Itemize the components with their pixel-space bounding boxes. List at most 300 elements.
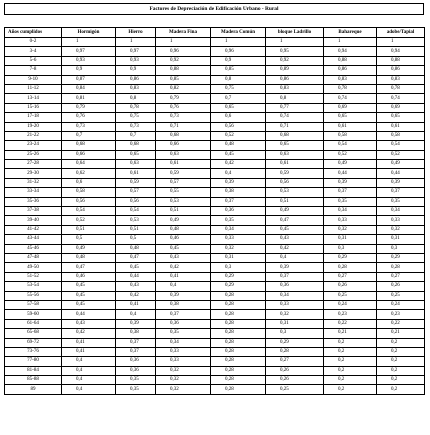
- factor-cell: 0,71: [156, 122, 211, 131]
- factor-cell: 0,41: [116, 300, 156, 309]
- factor-cell: 0,66: [62, 150, 116, 159]
- factor-cell: 0,38: [211, 188, 266, 197]
- column-header: Años cumplidos: [5, 28, 62, 38]
- factor-cell: 0,28: [211, 300, 266, 309]
- column-header: Hormigón: [62, 28, 116, 38]
- factor-cell: 0,44: [62, 310, 116, 319]
- factor-cell: 0,54: [116, 207, 156, 216]
- table-row: [5, 131, 425, 140]
- factor-cell: 0,8: [266, 94, 324, 103]
- factor-cell: 0,34: [377, 207, 425, 216]
- column-header: Madera Común: [211, 28, 266, 38]
- factor-cell: 0,3: [377, 244, 425, 253]
- factor-cell: 0,86: [116, 75, 156, 84]
- age-range-cell: 89: [5, 385, 62, 394]
- factor-cell: 0,81: [62, 94, 116, 103]
- factor-cell: 0,79: [156, 94, 211, 103]
- factor-cell: 0,44: [324, 169, 377, 178]
- age-range-cell: 85-88: [5, 376, 62, 385]
- factor-cell: 0,63: [156, 150, 211, 159]
- factor-cell: 0,6: [211, 113, 266, 122]
- factor-cell: 0,48: [156, 225, 211, 234]
- factor-cell: 0,21: [377, 329, 425, 338]
- factor-cell: 0,36: [156, 319, 211, 328]
- table-row: [5, 197, 425, 206]
- factor-cell: 0,9: [211, 56, 266, 65]
- table-body: [5, 38, 425, 395]
- age-range-cell: 5-6: [5, 56, 62, 65]
- factor-cell: 0,9: [116, 66, 156, 75]
- age-range-cell: 13-14: [5, 94, 62, 103]
- factor-cell: 0,2: [324, 376, 377, 385]
- table-row: [5, 225, 425, 234]
- factor-cell: 0,4: [62, 366, 116, 375]
- age-range-cell: 51-52: [5, 272, 62, 281]
- factor-cell: 0,7: [116, 131, 156, 140]
- factor-cell: 0,74: [377, 94, 425, 103]
- factor-cell: 0,25: [266, 385, 324, 394]
- factor-cell: 0,43: [156, 253, 211, 262]
- age-range-cell: 61-64: [5, 319, 62, 328]
- factor-cell: 0,65: [377, 113, 425, 122]
- factor-cell: 0,57: [116, 188, 156, 197]
- age-range-cell: 45-46: [5, 244, 62, 253]
- factor-cell: 0,28: [211, 291, 266, 300]
- depreciation-table: [4, 27, 425, 395]
- age-range-cell: 25-26: [5, 150, 62, 159]
- factor-cell: 0,44: [377, 169, 425, 178]
- age-range-cell: 55-56: [5, 291, 62, 300]
- age-range-cell: 15-16: [5, 103, 62, 112]
- factor-cell: 0,58: [324, 131, 377, 140]
- factor-cell: 0,46: [62, 272, 116, 281]
- factor-cell: 0,61: [324, 122, 377, 131]
- factor-cell: 0,47: [62, 263, 116, 272]
- factor-cell: 0,2: [324, 357, 377, 366]
- column-header: Bahareque: [324, 28, 377, 38]
- factor-cell: 0,45: [62, 282, 116, 291]
- table-row: [5, 272, 425, 281]
- factor-cell: 0,9: [62, 66, 116, 75]
- factor-cell: 0,4: [211, 169, 266, 178]
- factor-cell: 0,34: [266, 291, 324, 300]
- factor-cell: 0,33: [377, 216, 425, 225]
- factor-cell: 0,78: [116, 103, 156, 112]
- factor-cell: 1: [211, 38, 266, 47]
- factor-cell: 0,26: [324, 282, 377, 291]
- factor-cell: 0,35: [211, 216, 266, 225]
- factor-cell: 0,54: [324, 141, 377, 150]
- age-range-cell: 65-68: [5, 329, 62, 338]
- age-range-cell: 39-40: [5, 216, 62, 225]
- factor-cell: 0,32: [377, 225, 425, 234]
- factor-cell: 0,54: [62, 207, 116, 216]
- factor-cell: 0,3: [324, 244, 377, 253]
- factor-cell: 0,52: [211, 131, 266, 140]
- factor-cell: 0,37: [324, 188, 377, 197]
- factor-cell: 0,56: [62, 197, 116, 206]
- factor-cell: 0,39: [116, 319, 156, 328]
- factor-cell: 0,32: [156, 376, 211, 385]
- table-row: [5, 244, 425, 253]
- factor-cell: 0,31: [266, 319, 324, 328]
- column-header: adobe/Tapial: [377, 28, 425, 38]
- factor-cell: 0,71: [266, 122, 324, 131]
- factor-cell: 0,33: [266, 300, 324, 309]
- age-range-cell: 49-50: [5, 263, 62, 272]
- factor-cell: 0,2: [324, 366, 377, 375]
- factor-cell: 0,2: [324, 385, 377, 394]
- factor-cell: 0,85: [156, 75, 211, 84]
- factor-cell: 0,2: [377, 385, 425, 394]
- factor-cell: 0,47: [266, 216, 324, 225]
- factor-cell: 0,31: [377, 235, 425, 244]
- factor-cell: 0,4: [116, 310, 156, 319]
- factor-cell: 0,69: [377, 103, 425, 112]
- factor-cell: 0,43: [266, 235, 324, 244]
- factor-cell: 0,57: [156, 178, 211, 187]
- factor-cell: 0,43: [116, 282, 156, 291]
- factor-cell: 0,36: [116, 366, 156, 375]
- factor-cell: 0,5: [116, 235, 156, 244]
- factor-cell: 0,77: [266, 103, 324, 112]
- factor-cell: 0,36: [211, 207, 266, 216]
- factor-cell: 0,39: [266, 263, 324, 272]
- factor-cell: 0,32: [156, 366, 211, 375]
- factor-cell: 0,28: [211, 376, 266, 385]
- factor-cell: 0,24: [377, 300, 425, 309]
- factor-cell: 0,73: [62, 122, 116, 131]
- factor-cell: 0,37: [116, 338, 156, 347]
- factor-cell: 0,29: [211, 282, 266, 291]
- factor-cell: 0,29: [324, 253, 377, 262]
- factor-cell: 0,28: [324, 263, 377, 272]
- factor-cell: 1: [156, 38, 211, 47]
- factor-cell: 0,45: [211, 150, 266, 159]
- table-row: [5, 113, 425, 122]
- factor-cell: 0,7: [62, 131, 116, 140]
- factor-cell: 0,52: [324, 150, 377, 159]
- factor-cell: 0,88: [377, 56, 425, 65]
- factor-cell: 0,28: [211, 347, 266, 356]
- factor-cell: 0,33: [156, 357, 211, 366]
- table-row: [5, 291, 425, 300]
- factor-cell: 0,42: [116, 291, 156, 300]
- factor-cell: 0,45: [62, 291, 116, 300]
- factor-cell: 0,75: [116, 113, 156, 122]
- factor-cell: 0,94: [377, 47, 425, 56]
- age-range-cell: 0-2: [5, 38, 62, 47]
- age-range-cell: 31-32: [5, 178, 62, 187]
- factor-cell: 0,37: [211, 197, 266, 206]
- factor-cell: 0,41: [156, 272, 211, 281]
- factor-cell: 0,88: [324, 56, 377, 65]
- factor-cell: 0,35: [116, 376, 156, 385]
- age-range-cell: 11-12: [5, 84, 62, 93]
- factor-cell: 0,2: [377, 357, 425, 366]
- factor-cell: 0,69: [324, 103, 377, 112]
- factor-cell: 0,93: [116, 56, 156, 65]
- factor-cell: 0,34: [211, 225, 266, 234]
- age-range-cell: 43-44: [5, 235, 62, 244]
- age-range-cell: 3-4: [5, 47, 62, 56]
- factor-cell: 0,28: [377, 263, 425, 272]
- factor-cell: 0,29: [266, 338, 324, 347]
- factor-cell: 0,8: [211, 75, 266, 84]
- factor-cell: 0,75: [211, 84, 266, 93]
- factor-cell: 0,33: [211, 235, 266, 244]
- factor-cell: 0,66: [156, 141, 211, 150]
- factor-cell: 0,97: [116, 47, 156, 56]
- factor-cell: 1: [116, 38, 156, 47]
- factor-cell: 0,56: [116, 197, 156, 206]
- factor-cell: 0,41: [62, 338, 116, 347]
- table-row: [5, 253, 425, 262]
- factor-cell: 0,25: [377, 291, 425, 300]
- factor-cell: 0,4: [62, 376, 116, 385]
- factor-cell: 0,78: [377, 84, 425, 93]
- age-range-cell: 69-72: [5, 338, 62, 347]
- factor-cell: 0,78: [324, 84, 377, 93]
- age-range-cell: 37-38: [5, 207, 62, 216]
- table-row: [5, 338, 425, 347]
- factor-cell: 0,2: [377, 338, 425, 347]
- factor-cell: 0,47: [116, 253, 156, 262]
- factor-cell: 0,45: [62, 300, 116, 309]
- table-row: [5, 319, 425, 328]
- factor-cell: 0,92: [266, 56, 324, 65]
- factor-cell: 0,64: [62, 160, 116, 169]
- factor-cell: 0,42: [62, 329, 116, 338]
- factor-cell: 0,53: [266, 188, 324, 197]
- factor-cell: 0,6: [62, 178, 116, 187]
- factor-cell: 0,59: [266, 169, 324, 178]
- table-row: [5, 310, 425, 319]
- factor-cell: 0,59: [116, 178, 156, 187]
- factor-cell: 0,74: [266, 113, 324, 122]
- factor-cell: 0,39: [377, 178, 425, 187]
- factor-cell: 0,21: [324, 329, 377, 338]
- factor-cell: 0,51: [62, 225, 116, 234]
- table-row: [5, 366, 425, 375]
- factor-cell: 0,42: [211, 160, 266, 169]
- age-range-cell: 9-10: [5, 75, 62, 84]
- factor-cell: 0,27: [266, 357, 324, 366]
- factor-cell: 0,52: [62, 216, 116, 225]
- age-range-cell: 21-22: [5, 131, 62, 140]
- table-row: [5, 94, 425, 103]
- factor-cell: 0,61: [116, 169, 156, 178]
- factor-cell: 0,2: [324, 347, 377, 356]
- table-row: [5, 347, 425, 356]
- factor-cell: 0,49: [324, 160, 377, 169]
- factor-cell: 0,51: [116, 225, 156, 234]
- factor-cell: 0,28: [211, 319, 266, 328]
- factor-cell: 0,49: [62, 244, 116, 253]
- factor-cell: 0,23: [324, 310, 377, 319]
- table-row: [5, 38, 425, 47]
- factor-cell: 0,96: [211, 47, 266, 56]
- factor-cell: 0,85: [211, 66, 266, 75]
- factor-cell: 0,48: [211, 141, 266, 150]
- table-row: [5, 300, 425, 309]
- factor-cell: 0,49: [156, 216, 211, 225]
- factor-cell: 0,53: [116, 216, 156, 225]
- table-row: [5, 56, 425, 65]
- factor-cell: 0,74: [324, 94, 377, 103]
- factor-cell: 0,36: [116, 357, 156, 366]
- factor-cell: 1: [377, 38, 425, 47]
- factor-cell: 0,28: [211, 357, 266, 366]
- column-header: Hierro: [116, 28, 156, 38]
- factor-cell: 0,65: [324, 113, 377, 122]
- table-row: [5, 207, 425, 216]
- factor-cell: 0,22: [324, 319, 377, 328]
- factor-cell: 0,61: [156, 160, 211, 169]
- table-row: [5, 47, 425, 56]
- factor-cell: 0,48: [62, 253, 116, 262]
- factor-cell: 0,28: [211, 338, 266, 347]
- table-header-row: [5, 28, 425, 38]
- factor-cell: 0,58: [377, 131, 425, 140]
- factor-cell: 0,32: [266, 310, 324, 319]
- factor-cell: 0,62: [62, 169, 116, 178]
- factor-cell: 0,88: [156, 66, 211, 75]
- factor-cell: 0,31: [211, 253, 266, 262]
- factor-cell: 0,56: [266, 178, 324, 187]
- factor-cell: 0,37: [156, 310, 211, 319]
- factor-cell: 0,41: [62, 347, 116, 356]
- factor-cell: 0,96: [156, 47, 211, 56]
- table-row: [5, 169, 425, 178]
- column-header: Madera Fina: [156, 28, 211, 38]
- factor-cell: 0,82: [156, 84, 211, 93]
- factor-cell: 0,35: [324, 197, 377, 206]
- factor-cell: 0,65: [116, 150, 156, 159]
- age-range-cell: 77-80: [5, 357, 62, 366]
- factor-cell: 0,42: [266, 244, 324, 253]
- age-range-cell: 81-84: [5, 366, 62, 375]
- factor-cell: 0,42: [156, 263, 211, 272]
- factor-cell: 0,97: [62, 47, 116, 56]
- factor-cell: 0,26: [377, 282, 425, 291]
- factor-cell: 0,26: [266, 376, 324, 385]
- factor-cell: 0,92: [156, 56, 211, 65]
- table-row: [5, 282, 425, 291]
- factor-cell: 0,49: [377, 160, 425, 169]
- factor-cell: 0,89: [266, 66, 324, 75]
- factor-cell: 0,33: [324, 216, 377, 225]
- factor-cell: 1: [62, 38, 116, 47]
- table-row: [5, 188, 425, 197]
- table-row: [5, 235, 425, 244]
- factor-cell: 0,38: [156, 300, 211, 309]
- factor-cell: 0,44: [116, 272, 156, 281]
- factor-cell: 0,29: [377, 253, 425, 262]
- factor-cell: 0,28: [266, 347, 324, 356]
- factor-cell: 0,28: [211, 310, 266, 319]
- factor-cell: 0,76: [156, 103, 211, 112]
- factor-cell: 0,83: [324, 75, 377, 84]
- factor-cell: 0,32: [324, 225, 377, 234]
- factor-cell: 0,36: [266, 282, 324, 291]
- factor-cell: 0,83: [116, 84, 156, 93]
- table-row: [5, 150, 425, 159]
- factor-cell: 0,4: [62, 357, 116, 366]
- factor-cell: 0,4: [266, 253, 324, 262]
- factor-cell: 0,87: [62, 75, 116, 84]
- factor-cell: 0,65: [211, 103, 266, 112]
- factor-cell: 0,83: [266, 84, 324, 93]
- factor-cell: 0,35: [156, 329, 211, 338]
- table-row: [5, 178, 425, 187]
- factor-cell: 0,95: [266, 47, 324, 56]
- factor-cell: 0,84: [62, 84, 116, 93]
- factor-cell: 0,65: [266, 141, 324, 150]
- factor-cell: 0,93: [62, 56, 116, 65]
- age-range-cell: 33-34: [5, 188, 62, 197]
- factor-cell: 0,4: [62, 385, 116, 394]
- factor-cell: 0,68: [62, 141, 116, 150]
- factor-cell: 0,45: [156, 244, 211, 253]
- factor-cell: 0,32: [156, 385, 211, 394]
- age-range-cell: 59-60: [5, 310, 62, 319]
- factor-cell: 0,63: [266, 150, 324, 159]
- table-row: [5, 141, 425, 150]
- column-header: bloque Ladrillo: [266, 28, 324, 38]
- table-row: [5, 103, 425, 112]
- table-row: [5, 66, 425, 75]
- factor-cell: 0,58: [62, 188, 116, 197]
- factor-cell: 1: [266, 38, 324, 47]
- factor-cell: 0,27: [324, 272, 377, 281]
- factor-cell: 0,61: [266, 160, 324, 169]
- factor-cell: 0,76: [62, 113, 116, 122]
- factor-cell: 0,32: [211, 244, 266, 253]
- factor-cell: 0,34: [156, 338, 211, 347]
- factor-cell: 0,46: [156, 235, 211, 244]
- age-range-cell: 7-8: [5, 66, 62, 75]
- factor-cell: 0,68: [116, 141, 156, 150]
- factor-cell: 0,25: [324, 291, 377, 300]
- factor-cell: 0,59: [156, 169, 211, 178]
- factor-cell: 0,7: [211, 94, 266, 103]
- age-range-cell: 47-48: [5, 253, 62, 262]
- factor-cell: 0,2: [377, 376, 425, 385]
- factor-cell: 0,68: [156, 131, 211, 140]
- factor-cell: 0,33: [156, 347, 211, 356]
- table-row: [5, 329, 425, 338]
- factor-cell: 0,45: [116, 263, 156, 272]
- factor-cell: 0,28: [211, 329, 266, 338]
- factor-cell: 0,51: [266, 197, 324, 206]
- table-title: Factores de Depreciación de Edificación Urbano - Rural: [4, 3, 424, 15]
- factor-cell: 0,39: [156, 291, 211, 300]
- age-range-cell: 73-76: [5, 347, 62, 356]
- age-range-cell: 35-36: [5, 197, 62, 206]
- table-row: [5, 84, 425, 93]
- age-range-cell: 29-30: [5, 169, 62, 178]
- table-row: [5, 376, 425, 385]
- factor-cell: 0,94: [324, 47, 377, 56]
- factor-cell: 0,3: [266, 329, 324, 338]
- factor-cell: 0,79: [62, 103, 116, 112]
- factor-cell: 0,4: [156, 282, 211, 291]
- factor-cell: 0,48: [116, 244, 156, 253]
- factor-cell: 0,31: [324, 235, 377, 244]
- factor-cell: 0,52: [377, 150, 425, 159]
- table-row: [5, 122, 425, 131]
